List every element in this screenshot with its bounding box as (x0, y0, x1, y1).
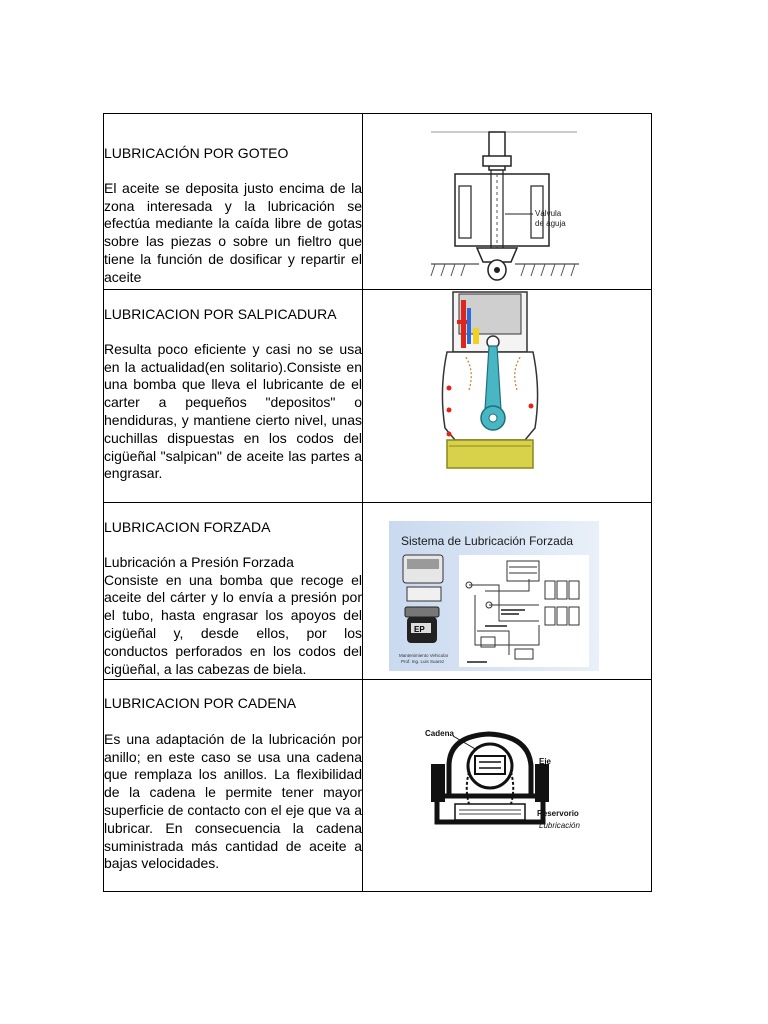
text-cell (104, 290, 363, 503)
text-cell (104, 503, 363, 680)
splash-lubrication-engine-diagram (435, 290, 545, 472)
table-row (104, 290, 652, 503)
drip-oiler-diagram (429, 130, 581, 290)
figure-label: de aguja (535, 219, 566, 228)
row-body: El aceite se deposita justo encima de la zona interesada y la lubricación se efectúa mediante la caída libre de gotas sobre las piezas o sobre un fieltro que tiene la función de dosificar y repartir el aceite (104, 179, 362, 285)
forced-lubrication-schematic (389, 521, 599, 671)
figure-caption: Mantenimiento Vehicular (399, 653, 449, 658)
figure-caption: Prof. Ing. Luis Suarez (401, 659, 445, 664)
figure-heading: Sistema de Lubricación Forzada (401, 534, 574, 548)
figure-label: Cadena (425, 729, 454, 738)
row-title: LUBRICACION FORZADA (104, 519, 271, 535)
image-cell (363, 680, 652, 892)
table-row (104, 503, 652, 680)
figure-label: Válvula (535, 209, 562, 218)
row-subtitle: Lubricación a Presión Forzada (104, 553, 294, 570)
table-row (104, 680, 652, 892)
table-row (104, 114, 652, 290)
text-cell (104, 680, 363, 892)
figure-label: Eje (539, 757, 552, 766)
row-title: LUBRICACION POR SALPICADURA (104, 306, 337, 322)
figure-label: Reservorio (537, 809, 579, 818)
image-cell (363, 290, 652, 503)
row-body: Es una adaptación de la lubricación por anillo; en este caso se usa una cadena que remplaza los anillos. La flexibilidad de la cadena le permite tener mayor superficie de contacto con el eje que va a lubricar. En consecuencia la cadena suministrada más cantidad de aceite a bajas velocidades. (104, 730, 362, 872)
image-cell (363, 503, 652, 680)
row-body: Consiste en una bomba que recoge el aceite del cárter y lo envía a presión por el tubo, hasta engrasar los apoyos del cigüeñal y, desde ellos, por los conductos perforados en los codos del cigüeñal, a las cabezas de biela. (104, 571, 362, 677)
lubrication-table (103, 113, 652, 892)
row-body: Resulta poco eficiente y casi no se usa en la actualidad(en solitario).Consiste en una bomba que lleva el lubricante de el carter a pequeños "depositos" o hendiduras, y mantiene cierto nivel, unas cuchillas dispuestas en los codos del cigüeñal "salpican" de aceite las partes a engrasar. (104, 340, 362, 482)
chain-lubrication-diagram (419, 724, 605, 832)
row-title: LUBRICACIÓN POR GOTEO (104, 145, 289, 161)
row-title: LUBRICACION POR CADENA (104, 695, 297, 711)
figure-label: Lubricación (539, 821, 580, 830)
image-cell (363, 114, 652, 290)
text-cell (104, 114, 363, 290)
filter-label: EP (414, 625, 425, 634)
